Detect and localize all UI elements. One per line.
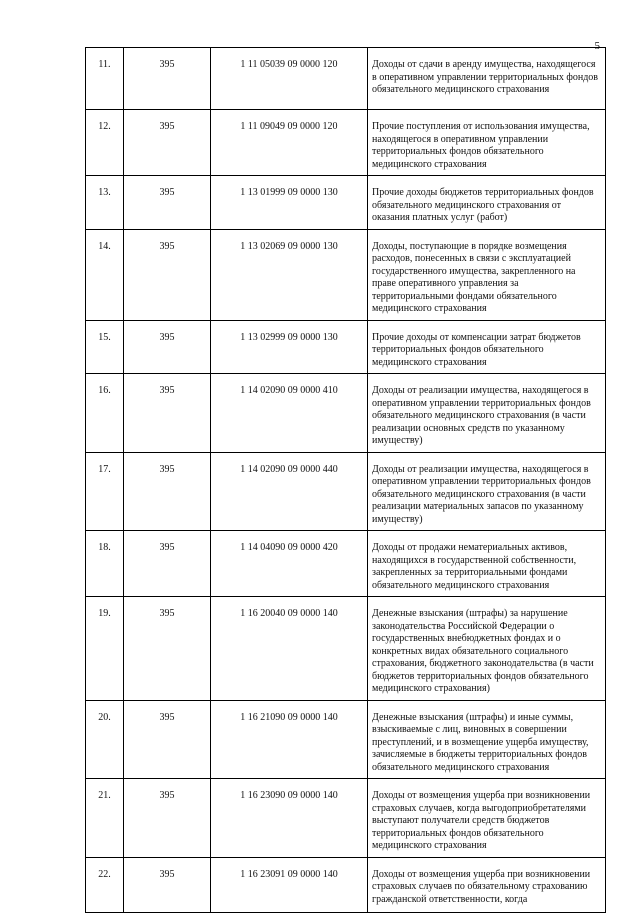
table-row xyxy=(86,110,606,176)
table-row xyxy=(86,374,606,453)
row-number-cell: 16. xyxy=(86,374,124,453)
row-number-cell: 21. xyxy=(86,779,124,858)
budget-code-cell: 1 11 09049 09 0000 120 xyxy=(211,110,368,176)
row-number-cell: 14. xyxy=(86,229,124,320)
budget-code-cell: 1 14 02090 09 0000 440 xyxy=(211,452,368,531)
table-row xyxy=(86,320,606,374)
budget-code-cell: 1 16 23091 09 0000 140 xyxy=(211,857,368,912)
row-number-cell: 17. xyxy=(86,452,124,531)
row-number-cell: 19. xyxy=(86,597,124,701)
admin-code-cell: 395 xyxy=(124,779,211,858)
income-name-cell: Денежные взыскания (штрафы) и иные суммы, взыскиваемые с лиц, виновных в совершении преступлений, и в возмещение ущерба имуществу, зачисляемые в бюджеты территориальных фондов обязательного медицинского страхования xyxy=(368,700,606,779)
admin-code-cell: 395 xyxy=(124,176,211,230)
budget-code-cell: 1 11 05039 09 0000 120 xyxy=(211,48,368,110)
budget-code-cell: 1 14 04090 09 0000 420 xyxy=(211,531,368,597)
row-number-cell: 12. xyxy=(86,110,124,176)
budget-code-cell: 1 13 02069 09 0000 130 xyxy=(211,229,368,320)
admin-code-cell: 395 xyxy=(124,48,211,110)
income-name-cell: Прочие доходы бюджетов территориальных фондов обязательного медицинского страхования от оказания платных услуг (работ) xyxy=(368,176,606,230)
admin-code-cell: 395 xyxy=(124,700,211,779)
income-name-cell: Прочие поступления от использования имущества, находящегося в оперативном управлении территориальных фондов обязательного медицинского страхования xyxy=(368,110,606,176)
table-row xyxy=(86,857,606,912)
budget-code-cell: 1 13 01999 09 0000 130 xyxy=(211,176,368,230)
budget-code-cell: 1 14 02090 09 0000 410 xyxy=(211,374,368,453)
table-row xyxy=(86,229,606,320)
admin-code-cell: 395 xyxy=(124,374,211,453)
budget-code-cell: 1 13 02999 09 0000 130 xyxy=(211,320,368,374)
income-name-cell: Доходы, поступающие в порядке возмещения расходов, понесенных в связи с эксплуатацией государственного имущества, закрепленного на праве оперативного управления за территориальными фондами обязательного медицинского страхования xyxy=(368,229,606,320)
income-name-cell: Денежные взыскания (штрафы) за нарушение законодательства Российской Федерации о государственных внебюджетных фондах и о конкретных видах обязательного социального страхования, бюджетного законодательства (в части бюджетов территориальных фондов обязательного медицинского страхования) xyxy=(368,597,606,701)
table-row xyxy=(86,597,606,701)
table-row xyxy=(86,779,606,858)
table-row xyxy=(86,48,606,110)
row-number-cell: 13. xyxy=(86,176,124,230)
table-body xyxy=(86,48,606,913)
row-number-cell: 22. xyxy=(86,857,124,912)
admin-code-cell: 395 xyxy=(124,320,211,374)
income-name-cell: Доходы от возмещения ущерба при возникновении страховых случаев, когда выгодоприобретателями выступают получатели средств бюджетов территориальных фондов обязательного медицинского страхования xyxy=(368,779,606,858)
income-codes-table xyxy=(85,47,606,913)
income-name-cell: Доходы от возмещения ущерба при возникновении страховых случаев по обязательному страхованию гражданской ответственности, когда xyxy=(368,857,606,912)
income-name-cell: Прочие доходы от компенсации затрат бюджетов территориальных фондов обязательного медицинского страхования xyxy=(368,320,606,374)
page-number: 5 xyxy=(594,40,600,52)
admin-code-cell: 395 xyxy=(124,857,211,912)
row-number-cell: 18. xyxy=(86,531,124,597)
table-row xyxy=(86,176,606,230)
table-row xyxy=(86,700,606,779)
budget-code-cell: 1 16 21090 09 0000 140 xyxy=(211,700,368,779)
budget-code-cell: 1 16 23090 09 0000 140 xyxy=(211,779,368,858)
income-name-cell: Доходы от реализации имущества, находящегося в оперативном управлении территориальных фондов обязательного медицинского страхования (в части реализации основных средств по указанному имуществу) xyxy=(368,374,606,453)
admin-code-cell: 395 xyxy=(124,452,211,531)
income-name-cell: Доходы от продажи нематериальных активов, находящихся в государственной собственности, закрепленных за территориальными фондами обязательного медицинского страхования xyxy=(368,531,606,597)
income-name-cell: Доходы от сдачи в аренду имущества, находящегося в оперативном управлении территориальных фондов обязательного медицинского страхования xyxy=(368,48,606,110)
income-name-cell: Доходы от реализации имущества, находящегося в оперативном управлении территориальных фондов обязательного медицинского страхования (в части реализации материальных запасов по указанному имуществу) xyxy=(368,452,606,531)
row-number-cell: 20. xyxy=(86,700,124,779)
table-row xyxy=(86,531,606,597)
row-number-cell: 11. xyxy=(86,48,124,110)
table-row xyxy=(86,452,606,531)
admin-code-cell: 395 xyxy=(124,229,211,320)
row-number-cell: 15. xyxy=(86,320,124,374)
admin-code-cell: 395 xyxy=(124,110,211,176)
budget-code-cell: 1 16 20040 09 0000 140 xyxy=(211,597,368,701)
admin-code-cell: 395 xyxy=(124,597,211,701)
admin-code-cell: 395 xyxy=(124,531,211,597)
